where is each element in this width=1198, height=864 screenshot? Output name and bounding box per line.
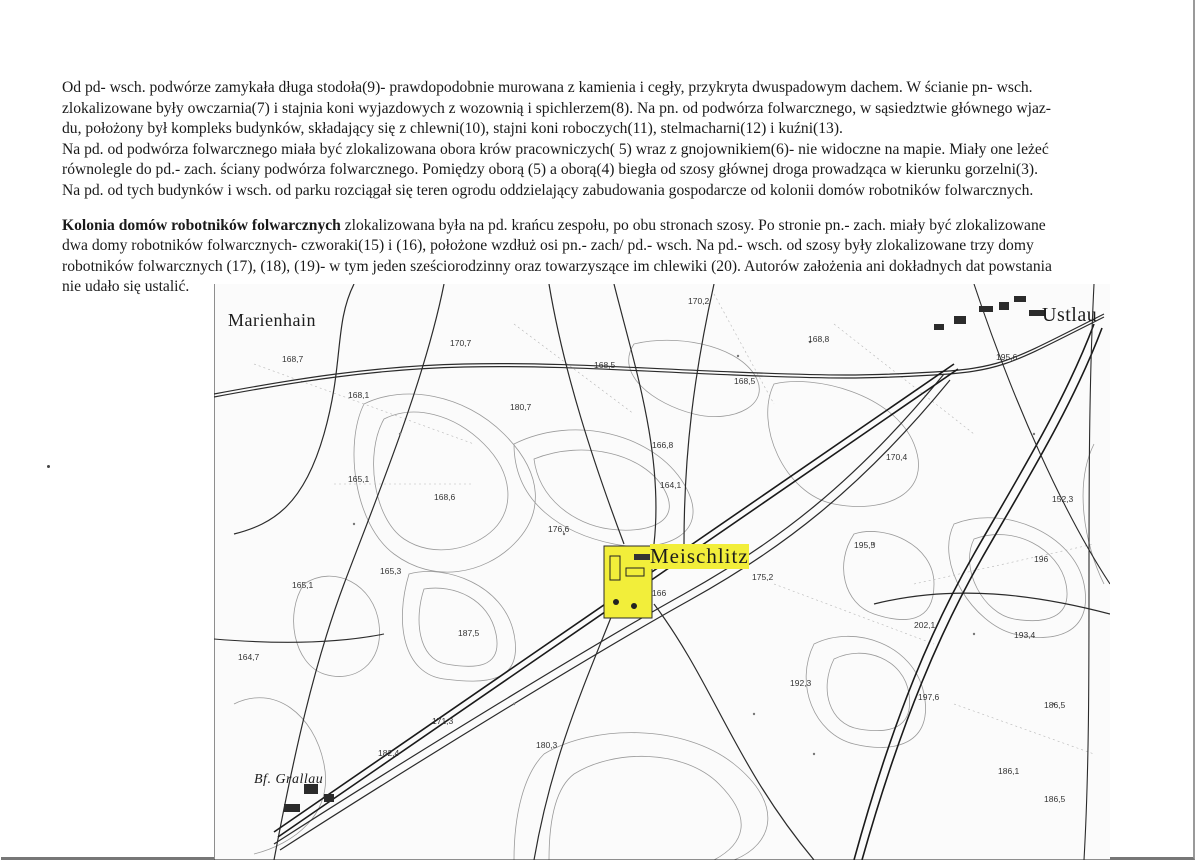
elevation-label: 165,1 xyxy=(292,580,314,590)
elevation-label: 164,1 xyxy=(660,480,682,490)
elevation-label: 168,1 xyxy=(348,390,370,400)
elevation-label: 170,7 xyxy=(450,338,472,348)
elevation-label: 186,1 xyxy=(998,766,1020,776)
text-line: robotników folwarcznych (17), (18), (19)- w tym jeden sześciorodzinny oraz towarzyszące im chlewiki (20). Autorów założenia ani dokładnych dat powstania xyxy=(62,257,1052,275)
colony-line-rest: zlokalizowana była na pd. krańcu zespołu, po obu stronach szosy. Po stronie pn.- zach. miały być zlokalizowane xyxy=(340,216,1046,234)
elevation-label: 196 xyxy=(1034,554,1049,564)
text-line: Na pd. od tych budynków i wsch. od parku rozciągał się teren ogrodu oddzielający zabudowania gospodarcze od kolonii domów robotników folwarcznych. xyxy=(62,181,1034,199)
historical-map xyxy=(214,284,1110,860)
scan-speck xyxy=(47,465,50,468)
elevation-label: 195,6 xyxy=(996,352,1018,362)
elevation-label: 193,4 xyxy=(1014,630,1036,640)
elevation-label: 195,5 xyxy=(854,540,876,550)
elevation-label: 164,7 xyxy=(238,652,260,662)
text-line xyxy=(62,216,1152,237)
elevation-label: 187,5 xyxy=(458,628,480,638)
place-label-marienhain: Marienhain xyxy=(228,310,316,330)
field-paths xyxy=(254,294,1094,754)
elevation-label: 166 xyxy=(652,588,667,598)
elevation-label: 170,4 xyxy=(886,452,908,462)
elevation-label: 166,8 xyxy=(652,440,674,450)
elevation-label: 175,2 xyxy=(752,572,774,582)
place-label-meischlitz: Meischlitz xyxy=(650,544,749,568)
elevation-label: 168,6 xyxy=(434,492,456,502)
place-label-grallau: Bf. Grallau xyxy=(254,772,324,787)
elevation-label: 182,4 xyxy=(378,748,400,758)
paragraph-farmyard xyxy=(62,78,1152,202)
text-line: zlokalizowane były owczarnia(7) i stajnia koni wyjazdowych z wozownią i spichlerzem(8). Na pn. od podwórza folwarcznego, w sąsiedztwie głównego wjaz- xyxy=(62,99,1051,117)
text-line: Na pd. od podwórza folwarcznego miała być zlokalizowana obora krów pracowniczych( 5) wraz z gnojownikiem(6)- nie widoczne na mapie. Miały one leżeć xyxy=(62,140,1049,158)
elevation-label: 165,3 xyxy=(380,566,402,576)
text-line: nie udało się ustalić. xyxy=(62,278,190,296)
elevation-label: 186,5 xyxy=(1044,700,1066,710)
document-text xyxy=(62,78,1152,298)
colony-heading: Kolonia domów robotników folwarcznych xyxy=(62,216,341,234)
text-line: du, położony był kompleks budynków, składający się z chlewni(10), stajni koni roboczych(11), stelmacharni(12) i kuźni(13). xyxy=(62,120,843,138)
text-line: równolegle do pd.- zach. ściany podwórza folwarcznego. Pomiędzy oborą (5) a oborą(4) biegła od szosy głównej droga prowadząca w kierunku gorzelni(3). xyxy=(62,161,1038,179)
elevation-label: 192,3 xyxy=(790,678,812,688)
place-label-ustlau: Ustlau xyxy=(1042,304,1098,326)
elevation-label: 180,7 xyxy=(510,402,532,412)
elevation-label: 171,3 xyxy=(432,716,454,726)
elevation-label: 168,5 xyxy=(734,376,756,386)
elevation-label: 168,8 xyxy=(808,334,830,344)
elevation-label: 186,5 xyxy=(1044,794,1066,804)
contour-lines xyxy=(234,340,1104,860)
elevation-label: 170,2 xyxy=(688,296,710,306)
elevation-label: 180,3 xyxy=(536,740,558,750)
elevation-label: 176,6 xyxy=(548,524,570,534)
elevation-label: 165,1 xyxy=(348,474,370,484)
elevation-label: 152,3 xyxy=(1052,494,1074,504)
map-drawing xyxy=(214,284,1110,860)
text-line: dwa domy robotników folwarcznych- czworaki(15) i (16), położone wzdłuż osi pn.- zach/ pd.- wsch. Na pd.- wsch. od szosy były zlokalizowane trzy domy xyxy=(62,237,1034,255)
meischlitz-estate xyxy=(604,546,652,618)
elevation-label: 168,5 xyxy=(594,360,616,370)
elevation-label: 197,6 xyxy=(918,692,940,702)
elevation-label: 202,1 xyxy=(914,620,936,630)
text-line: Od pd- wsch. podwórze zamykała długa stodoła(9)- prawdopodobnie murowana z kamienia i cegły, przykryta dwuspadowym dachem. W ścianie pn- wsch. xyxy=(62,79,1033,96)
elevation-label: 168,7 xyxy=(282,354,304,364)
